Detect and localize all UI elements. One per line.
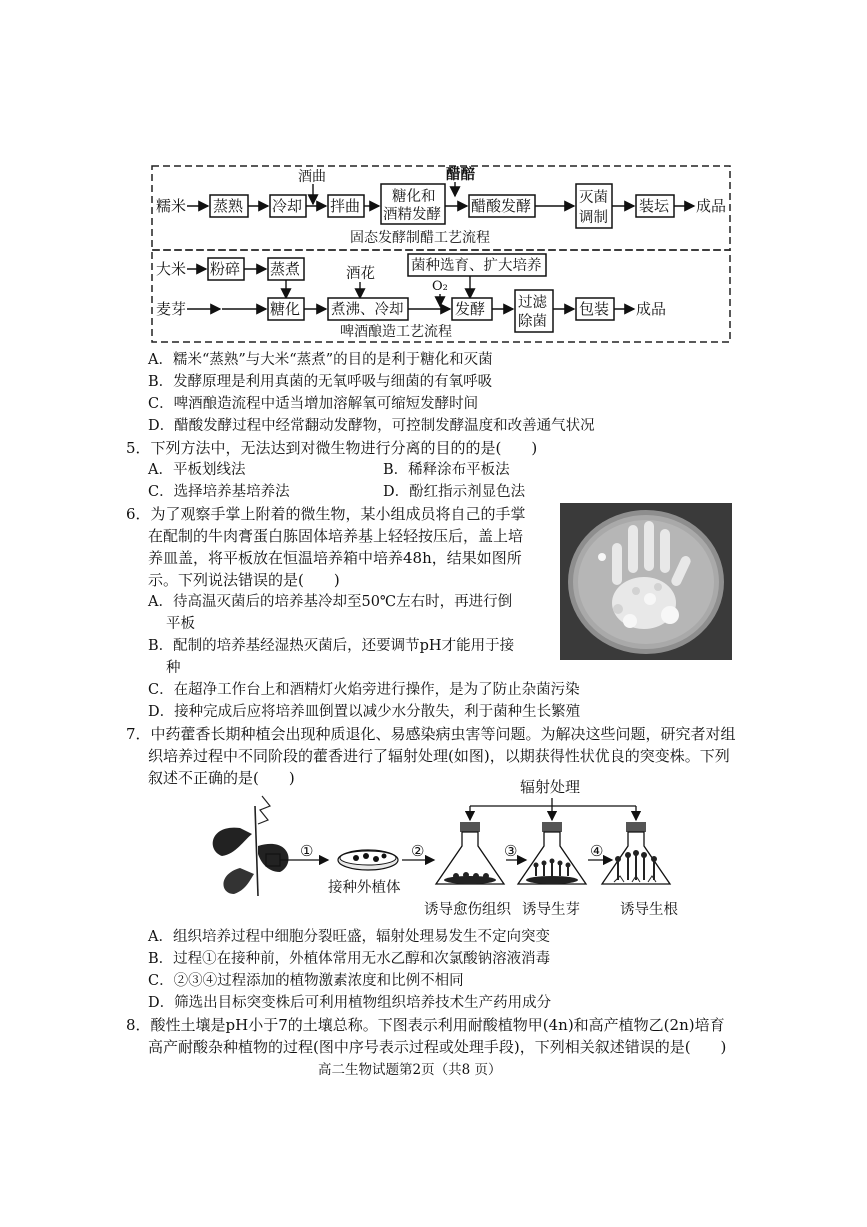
q4-option-d: D．醋酸发酵过程中经常翻动发酵物，可控制发酵温度和改善通气状况 <box>148 418 595 434</box>
vinegar-step-sterilize-1: 灭菌 <box>579 190 608 206</box>
q7-option-b: B．过程①在接种前，外植体常用无水乙醇和次氯酸钠溶液消毒 <box>148 951 551 967</box>
q6-stem-line-4: 示。下列说法错误的是( ) <box>148 571 340 589</box>
q6-stem-line-2: 在配制的牛肉膏蛋白胨固体培养基上轻轻按压后，盖上培 <box>148 527 524 545</box>
q6-option-d: D．接种完成后应将培养皿倒置以减少水分散失，利于菌种生长繁殖 <box>148 704 581 720</box>
beer-step-saccharify: 糖化 <box>270 300 301 318</box>
vinegar-step-steam: 蒸熟 <box>213 197 244 215</box>
q5-option-b: B．稀释涂布平板法 <box>383 462 510 478</box>
vinegar-step-mix: 拌曲 <box>330 197 361 215</box>
step-3-label: ③ <box>504 842 518 860</box>
plant-icon <box>213 796 289 896</box>
flask-root-icon <box>602 822 670 884</box>
q7-stem-line-3: 叙述不正确的是( ) <box>148 769 295 787</box>
petri-dish-handprint-photo <box>560 503 732 660</box>
q4-option-b: B．发酵原理是利用真菌的无氧呼吸与细菌的有氧呼吸 <box>148 374 493 390</box>
beer-additive-hops: 酒花 <box>346 266 375 282</box>
flask-shoot-icon <box>518 822 586 884</box>
step-1-label: ① <box>300 842 314 860</box>
beer-input-malt: 麦芽 <box>156 300 187 318</box>
q5-stem: 5．下列方法中，无法达到对微生物进行分离的目的的是( ) <box>126 439 538 457</box>
beer-step-ferment: 发酵 <box>455 300 486 318</box>
q6-option-a-line-1: A．待高温灭菌后的培养基冷却至50℃左右时，再进行倒 <box>148 594 513 610</box>
q5-option-c: C．选择培养基培养法 <box>148 484 290 500</box>
vinegar-additive-vinegar-mash: 醋醅 <box>446 166 475 183</box>
beer-step-filter-2: 除菌 <box>518 314 547 330</box>
beer-step-filter-1: 过滤 <box>518 295 547 311</box>
stage-label-callus: 诱导愈伤组织 <box>424 902 511 918</box>
beer-oxygen: O₂ <box>432 279 448 294</box>
q8-stem-line-1: 8．酸性土壤是pH小于7的土壤总称。下图表示利用耐酸植物甲(4n)和高产植物乙(2n)培育 <box>126 1016 725 1034</box>
q7-option-d: D．筛选出目标突变株后可利用植物组织培养技术生产药用成分 <box>148 995 552 1011</box>
radiation-label: 辐射处理 <box>520 778 581 796</box>
vinegar-step-jar: 装坛 <box>639 197 670 215</box>
vinegar-step-sterilize-2: 调制 <box>579 210 608 226</box>
vinegar-step-sacch-1: 糖化和 <box>392 189 436 205</box>
beer-caption: 啤酒酿造工艺流程 <box>340 324 452 340</box>
q6-option-b-line-1: B．配制的培养基经湿热灭菌后，还要调节pH才能用于接 <box>148 638 515 654</box>
stage-label-shoot: 诱导生芽 <box>522 902 580 918</box>
q8-stem-line-2: 高产耐酸杂种植物的过程(图中序号表示过程或处理手段)，下列相关叙述错误的是( ) <box>148 1038 727 1056</box>
vinegar-step-sacch-2: 酒精发酵 <box>383 207 441 223</box>
fermentation-flowchart <box>150 164 732 344</box>
vinegar-step-cool: 冷却 <box>272 197 303 215</box>
vinegar-step-acetic: 醋酸发酵 <box>471 197 532 215</box>
q7-stem-line-2: 织培养过程中不同阶段的藿香进行了辐射处理(如图)，以期获得性状优良的突变株。下列 <box>148 747 730 765</box>
beer-input-rice: 大米 <box>156 260 187 278</box>
vinegar-caption: 固态发酵制醋工艺流程 <box>350 230 490 246</box>
step-4-label: ④ <box>590 842 604 860</box>
beer-step-package: 包装 <box>579 300 610 318</box>
beer-step-boil: 蒸煮 <box>270 260 301 278</box>
q6-stem-line-3: 养皿盖，将平板放在恒温培养箱中培养48h，结果如图所 <box>148 549 522 567</box>
q7-stem-line-1: 7．中药藿香长期种植会出现种质退化、易感染病虫害等问题。为解决这些问题，研究者对组 <box>126 725 736 743</box>
beer-step-boil-cool: 煮沸、冷却 <box>331 302 404 318</box>
page-footer: 高二生物试题第2页（共8 页） <box>318 1062 502 1078</box>
explant-dish-icon <box>338 850 398 870</box>
q7-option-a: A．组织培养过程中细胞分裂旺盛，辐射处理易发生不定向突变 <box>148 929 550 945</box>
vinegar-input: 糯米 <box>156 197 187 215</box>
q6-option-a-line-2: 平板 <box>166 616 195 632</box>
step-2-label: ② <box>411 842 425 860</box>
vinegar-output: 成品 <box>696 197 727 215</box>
stage-label-explant: 接种外植体 <box>328 880 401 896</box>
q4-option-c: C．啤酒酿造流程中适当增加溶解氧可缩短发酵时间 <box>148 396 479 412</box>
q5-option-a: A．平板划线法 <box>148 462 246 478</box>
beer-output: 成品 <box>636 300 667 318</box>
q5-option-d: D．酚红指示剂显色法 <box>383 484 526 500</box>
beer-step-crush: 粉碎 <box>210 260 241 278</box>
beer-strain-culture: 菌种选育、扩大培养 <box>411 258 542 274</box>
vinegar-additive-koji: 酒曲 <box>298 169 326 185</box>
q4-option-a: A．糯米“蒸熟”与大米“蒸煮”的目的是利于糖化和灭菌 <box>148 352 493 368</box>
flask-callus-icon <box>436 822 504 884</box>
tissue-culture-diagram <box>200 776 680 924</box>
stage-label-root: 诱导生根 <box>620 902 678 918</box>
q6-option-b-line-2: 种 <box>166 660 181 676</box>
q7-option-c: C．②③④过程添加的植物激素浓度和比例不相同 <box>148 973 464 989</box>
q6-option-c: C．在超净工作台上和酒精灯火焰旁进行操作，是为了防止杂菌污染 <box>148 682 580 698</box>
q6-stem-line-1: 6．为了观察手掌上附着的微生物，某小组成员将自己的手掌 <box>126 505 526 523</box>
